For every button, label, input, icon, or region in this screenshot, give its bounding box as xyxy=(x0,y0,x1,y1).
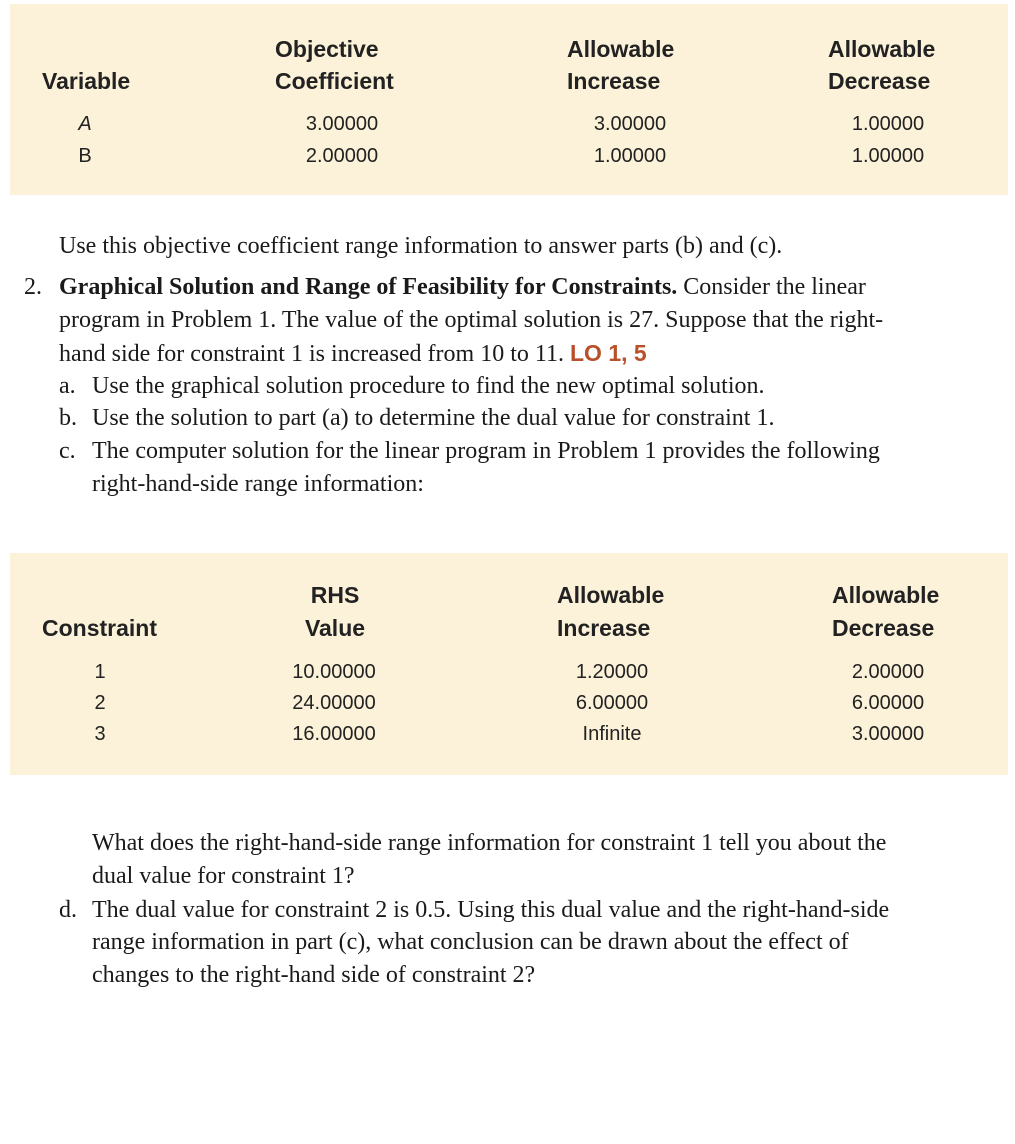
learning-objective-tag: LO 1, 5 xyxy=(569,340,647,366)
problem-line3 xyxy=(59,337,647,371)
problem-line1 xyxy=(59,271,866,304)
part-c-question-line1: What does the right-hand-side range information for constraint 1 tell you about the xyxy=(92,830,887,856)
header-decrease-line1: Allowable xyxy=(828,36,936,62)
header-decrease-line2: Decrease xyxy=(832,615,935,641)
cell-decrease: 1.00000 xyxy=(851,113,925,135)
header-objective-line2: Coefficient xyxy=(275,68,394,94)
part-b-label: b. xyxy=(59,405,77,431)
cell-increase: 3.00000 xyxy=(593,113,667,135)
header-increase-line2: Increase xyxy=(557,615,651,641)
problem-number: 2. xyxy=(24,274,42,300)
part-c-question-line2: dual value for constraint 1? xyxy=(92,863,355,889)
cell-constraint: 1 xyxy=(94,661,106,683)
cell-decrease: 1.00000 xyxy=(851,145,925,167)
part-d-line3: changes to the right-hand side of constraint 2? xyxy=(92,962,536,988)
problem-line1-rest: Consider the linear xyxy=(677,274,866,300)
part-d-label: d. xyxy=(59,897,77,923)
cell-variable: A xyxy=(78,113,92,135)
header-rhs-line1: RHS xyxy=(310,582,360,608)
intro-line: Use this objective coefficient range information to answer parts (b) and (c). xyxy=(59,233,783,259)
part-d-line1: The dual value for constraint 2 is 0.5. Using this dual value and the right-hand-side xyxy=(92,897,890,923)
cell-increase: Infinite xyxy=(582,723,642,745)
cell-increase: 6.00000 xyxy=(575,692,649,714)
part-d-line2: range information in part (c), what conclusion can be drawn about the effect of xyxy=(92,929,849,955)
problem-line2: program in Problem 1. The value of the optimal solution is 27. Suppose that the right- xyxy=(59,307,884,333)
header-decrease-line2: Decrease xyxy=(828,68,931,94)
header-variable: Variable xyxy=(42,68,131,94)
cell-objective: 2.00000 xyxy=(305,145,379,167)
cell-decrease: 2.00000 xyxy=(851,661,925,683)
problem-line3-text: hand side for constraint 1 is increased from 10 to 11. xyxy=(59,341,564,367)
part-b-text: Use the solution to part (a) to determine the dual value for constraint 1. xyxy=(92,405,775,431)
part-a-text: Use the graphical solution procedure to find the new optimal solution. xyxy=(92,373,765,399)
cell-increase: 1.20000 xyxy=(575,661,649,683)
header-increase-line1: Allowable xyxy=(557,582,665,608)
header-objective-line1: Objective xyxy=(275,36,379,62)
part-a-label: a. xyxy=(59,373,76,399)
header-increase-line1: Allowable xyxy=(567,36,675,62)
problem-title: Graphical Solution and Range of Feasibility for Constraints. xyxy=(59,274,678,300)
rhs-range-table xyxy=(10,553,1008,775)
header-constraint: Constraint xyxy=(42,615,157,641)
part-c-line1: The computer solution for the linear program in Problem 1 provides the following xyxy=(92,438,880,464)
cell-variable: B xyxy=(78,145,92,167)
cell-decrease: 3.00000 xyxy=(851,723,925,745)
cell-rhs: 24.00000 xyxy=(292,692,376,714)
part-c-line2: right-hand-side range information: xyxy=(92,471,424,497)
cell-constraint: 2 xyxy=(94,692,106,714)
cell-objective: 3.00000 xyxy=(305,113,379,135)
cell-rhs: 16.00000 xyxy=(292,723,376,745)
cell-increase: 1.00000 xyxy=(593,145,667,167)
header-increase-line2: Increase xyxy=(567,68,661,94)
objective-coefficient-table xyxy=(10,4,1008,195)
cell-decrease: 6.00000 xyxy=(851,692,925,714)
cell-rhs: 10.00000 xyxy=(292,661,376,683)
header-decrease-line1: Allowable xyxy=(832,582,940,608)
cell-constraint: 3 xyxy=(94,723,106,745)
header-rhs-line2: Value xyxy=(304,615,366,641)
part-c-label: c. xyxy=(59,438,76,464)
